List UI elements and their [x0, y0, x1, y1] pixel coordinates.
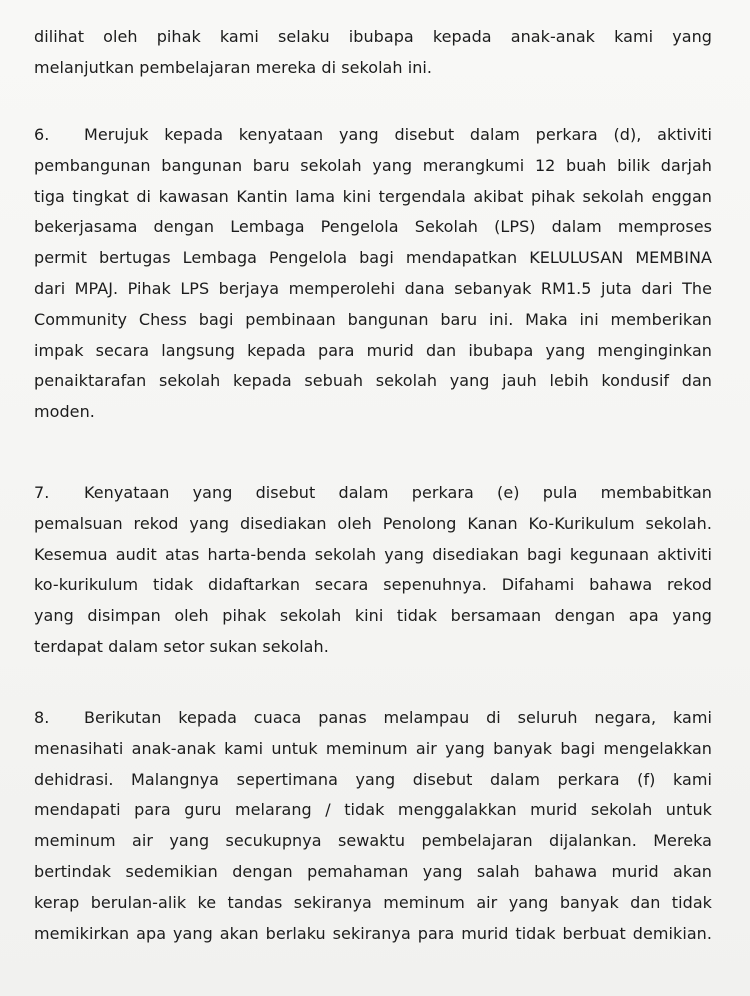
paragraph-line: Berikutan kepada cuaca panas melampau di seluruh negara, kami	[84, 708, 712, 727]
intro-paragraph	[34, 22, 712, 84]
paragraph-line: penaiktarafan sekolah kepada sebuah sekolah yang jauh lebih kondusif dan	[34, 371, 712, 391]
paragraph-line: Merujuk kepada kenyataan yang disebut dalam perkara (d), aktiviti	[84, 125, 712, 144]
paragraph-line: yang disimpan oleh pihak sekolah kini tidak bersamaan dengan apa yang	[34, 606, 712, 626]
paragraph-line: dilihat oleh pihak kami selaku ibubapa kepada anak-anak kami yang	[34, 27, 712, 46]
paragraph-line: pemalsuan rekod yang disediakan oleh Penolong Kanan Ko-Kurikulum sekolah.	[34, 513, 712, 533]
paragraph-number: 6.	[34, 125, 50, 144]
paragraph-first-line	[34, 703, 712, 734]
paragraph-line: bekerjasama dengan Lembaga Pengelola Sekolah (LPS) dalam memproses	[34, 217, 712, 237]
paragraph-6	[34, 120, 712, 428]
paragraph-line: terdapat dalam setor sukan sekolah.	[34, 636, 329, 656]
paragraph-line: moden.	[34, 402, 95, 422]
paragraph-line: Community Chess bagi pembinaan bangunan baru ini. Maka ini memberikan	[34, 309, 712, 329]
paragraph-7	[34, 478, 712, 663]
paragraph-line: tiga tingkat di kawasan Kantin lama kini tergendala akibat pihak sekolah enggan	[34, 186, 712, 206]
paragraph-line: melanjutkan pembelajaran mereka di sekolah ini.	[34, 57, 433, 77]
paragraph-line: impak secara langsung kepada para murid dan ibubapa yang menginginkan	[34, 340, 712, 360]
paragraph-8	[34, 703, 712, 949]
paragraph-line: mendapati para guru melarang / tidak menggalakkan murid sekolah untuk	[34, 800, 712, 820]
paragraph-line: Kenyataan yang disebut dalam perkara (e) pula membabitkan	[84, 483, 712, 502]
paragraph-line: meminum air yang secukupnya sewaktu pembelajaran dijalankan. Mereka	[34, 831, 712, 851]
paragraph-line: dari MPAJ. Pihak LPS berjaya memperolehi dana sebanyak RM1.5 juta dari The	[34, 278, 712, 298]
paragraph-line: bertindak sedemikian dengan pemahaman yang salah bahawa murid akan	[34, 861, 712, 881]
paragraph-line: Kesemua audit atas harta-benda sekolah yang disediakan bagi kegunaan aktiviti	[34, 544, 712, 564]
paragraph-line: memikirkan apa yang akan berlaku sekiranya para murid tidak berbuat demikian.	[34, 923, 712, 943]
paragraph-line: dehidrasi. Malangnya sepertimana yang disebut dalam perkara (f) kami	[34, 769, 712, 789]
paragraph-number: 7.	[34, 483, 50, 502]
paragraph-first-line	[34, 120, 712, 151]
paragraph-line: pembangunan bangunan baru sekolah yang merangkumi 12 buah bilik darjah	[34, 155, 712, 175]
paragraph-line: kerap berulan-alik ke tandas sekiranya meminum air yang banyak dan tidak	[34, 892, 712, 912]
paragraph-line: ko-kurikulum tidak didaftarkan secara sepenuhnya. Difahami bahawa rekod	[34, 575, 712, 595]
paragraph-line: menasihati anak-anak kami untuk meminum air yang banyak bagi mengelakkan	[34, 738, 712, 758]
paragraph-number: 8.	[34, 708, 50, 727]
paragraph-first-line	[34, 478, 712, 509]
paragraph-line: permit bertugas Lembaga Pengelola bagi mendapatkan KELULUSAN MEMBINA	[34, 248, 712, 268]
